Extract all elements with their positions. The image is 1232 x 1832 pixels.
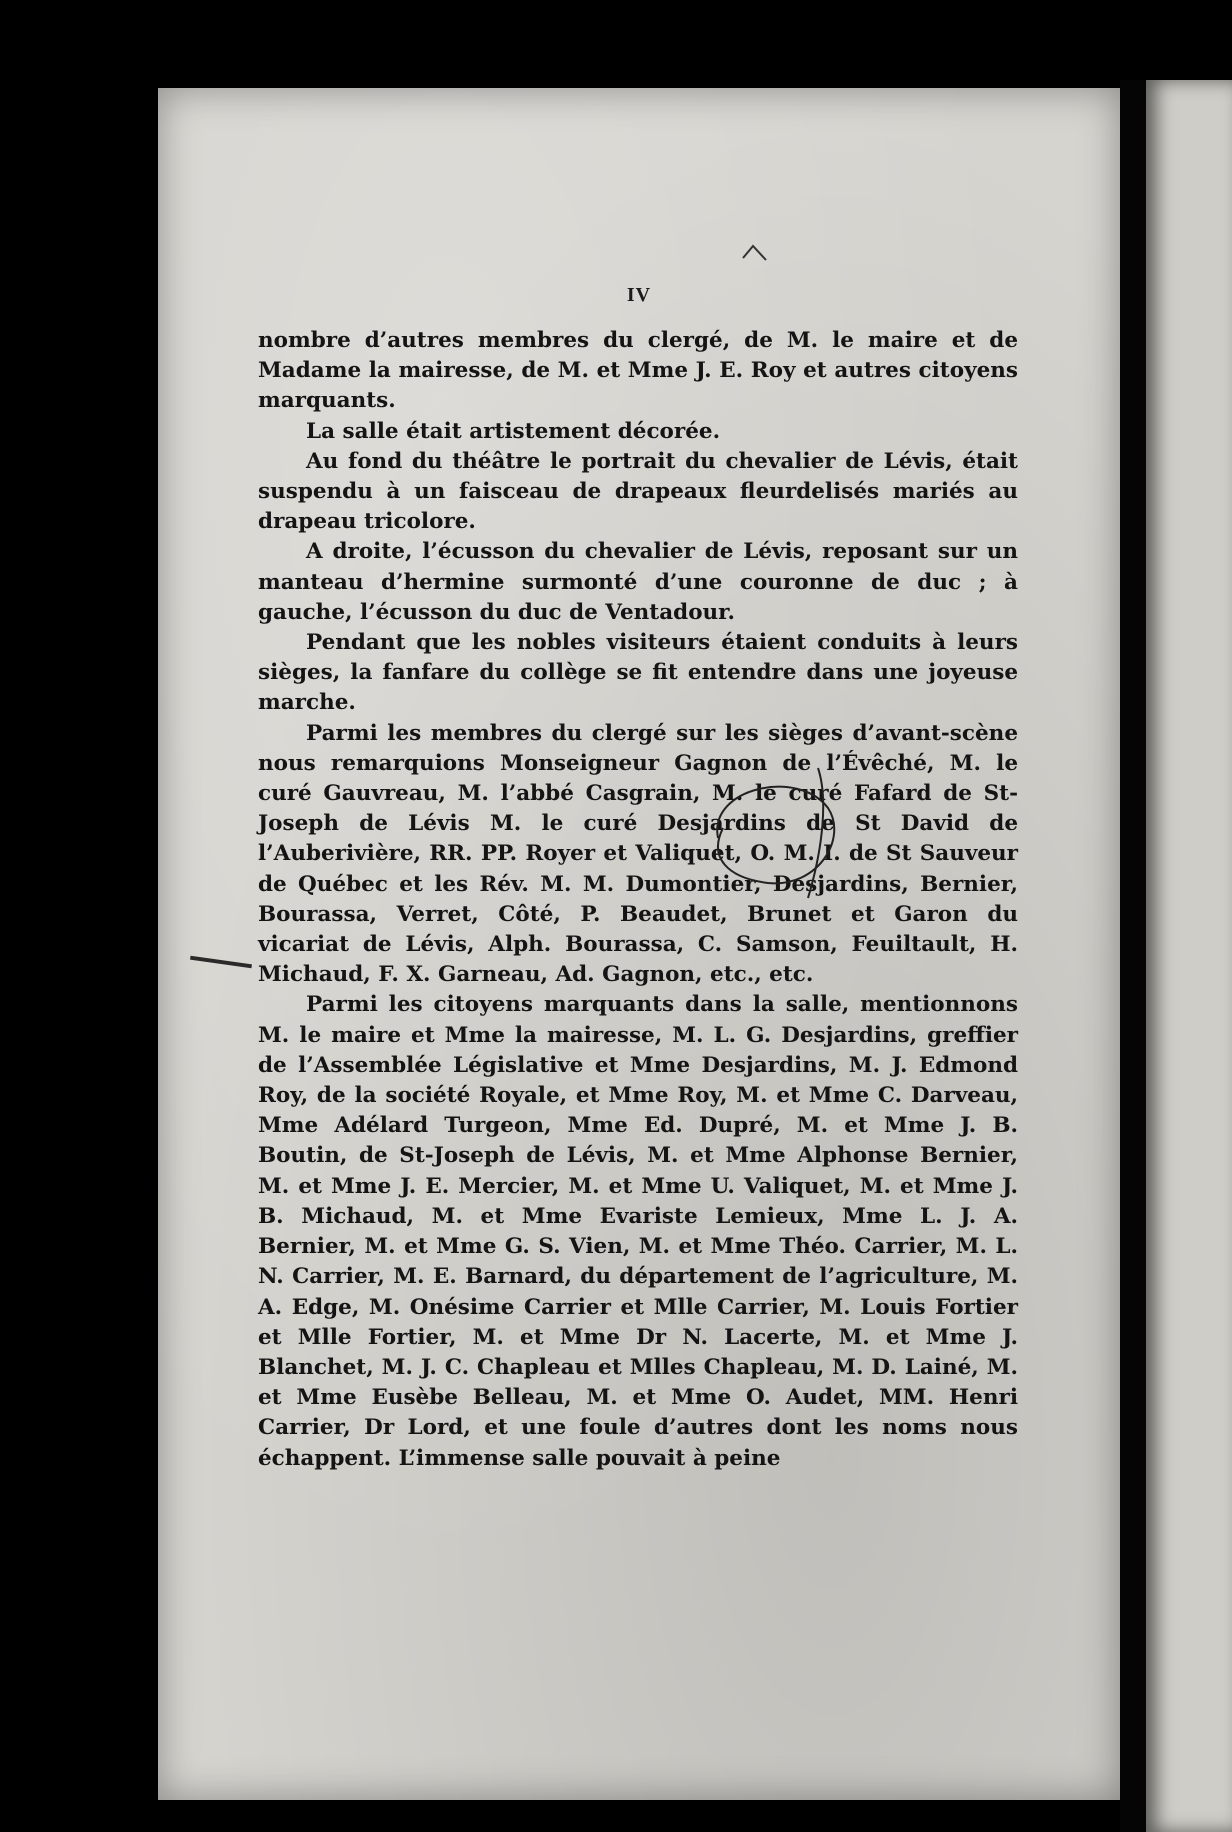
paragraph: A droite, l’écusson du chevalier de Lévis, reposant sur un manteau d’hermine surmonté d’une couronne de duc ; à gauche, l’écusson du duc de Ventadour. bbox=[258, 539, 1018, 625]
paragraph: Au fond du théâtre le portrait du chevalier de Lévis, était suspendu à un faisceau de drapeaux fleurdelisés mariés au drapeau tricolore. bbox=[258, 448, 1018, 535]
adjacent-page-edge bbox=[1146, 80, 1232, 1832]
handwritten-tick-mark bbox=[738, 238, 778, 268]
paragraph: nombre d’autres membres du clergé, de M. le maire et de Madame la mairesse, de M. et Mme J. E. Roy et autres citoyens marquants. bbox=[258, 328, 1018, 414]
body-text bbox=[258, 326, 1018, 1474]
paragraph: Parmi les citoyens marquants dans la salle, mentionnons M. le maire et Mme la mairesse, M. L. G. Desjardins, greffier de l’Assemblée Législative et Mme Desjardins, M. J. Edmond Roy, de la société Royale, et Mme Roy, M. et Mme C. Darveau, Mme Adélard Turgeon, Mme Ed. Dupré, M. et Mme J. B. Boutin, de St-Joseph de Lévis, M. et Mme Alphonse Bernier, M. et Mme J. E. Mercier, M. et Mme U. Valiquet, M. et Mme J. B. Michaud, M. et Mme Evariste Lemieux, Mme L. J. A. Bernier, M. et Mme G. S. Vien, M. et Mme Théo. Carrier, M. L. N. Carrier, M. E. Barnard, du département de l’agriculture, M. A. Edge, M. Onésime Carrier et Mlle Carrier, M. Louis Fortier et Mlle Fortier, M. et Mme Dr N. Lacerte, M. et Mme J. Blanchet, M. J. C. Chapleau et Mlles Chapleau, M. D. Lainé, M. et Mme Eusèbe Belleau, M. et Mme O. Audet, MM. Henri Carrier, Dr Lord, et une foule d’autres dont les noms nous échappent. L’immense salle pouvait à peine bbox=[258, 992, 1018, 1471]
paragraph: La salle était artistement décorée. bbox=[306, 418, 721, 444]
page-number: IV bbox=[626, 284, 652, 306]
paragraph: Parmi les membres du clergé sur les sièges d’avant-scène nous remarquions Monseigneur Gagnon de l’Évêché, M. le curé Gauvreau, M. l’abbé Casgrain, M. le curé Fafard de St-Joseph de Lévis M. le curé Desjardins de St David de l’Auberivière, RR. PP. Royer et Valiquet, O. M. I. de St Sauveur de Québec et les Rév. M. M. Dumontier, Desjardins, Bernier, Bourassa, Verret, Côté, P. Beaudet, Brunet et Garon du vicariat de Lévis, Alph. Bourassa, C. Samson, Feuiltault, H. Michaud, F. X. Garneau, Ad. Gagnon, etc., etc. bbox=[258, 720, 1018, 988]
document-page bbox=[158, 88, 1120, 1800]
binding-shadow bbox=[1120, 80, 1146, 1832]
paragraph: Pendant que les nobles visiteurs étaient conduits à leurs sièges, la fanfare du collège se fit entendre dans une joyeuse marche. bbox=[258, 630, 1018, 716]
